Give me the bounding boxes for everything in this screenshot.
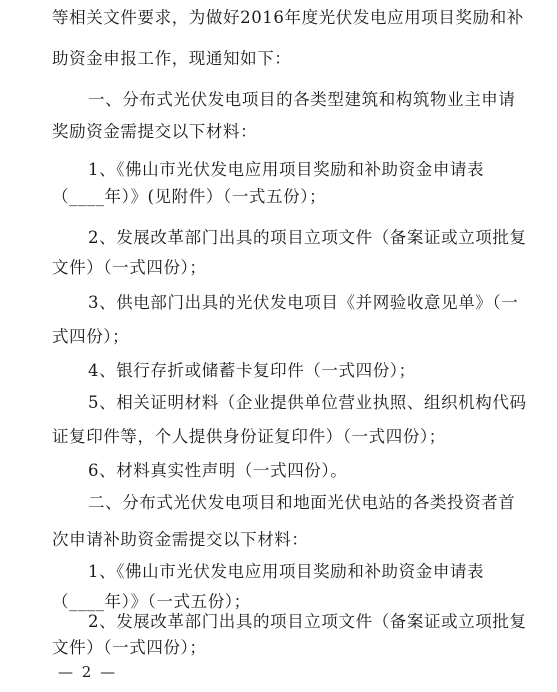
text-line: 等相关文件要求，为做好2016年度光伏发电应用项目奖励和补 — [52, 8, 524, 27]
text-line: 证复印件等，个人提供身份证复印件）（一式四份）； — [52, 427, 446, 446]
section-heading-2: 二、分布式光伏发电项目和地面光伏电站的各类投资者首 — [88, 493, 516, 512]
list-item: 1、《佛山市光伏发电应用项目奖励和补助资金申请表 — [88, 562, 485, 581]
text-line: （____年）》（一式五份）； — [52, 592, 251, 611]
text-line: 次申请补助资金需提交以下材料： — [52, 530, 309, 549]
list-item: 3、供电部门出具的光伏发电项目《并网验收意见单》（一 — [88, 293, 519, 312]
page-number: — 2 — — [58, 663, 118, 681]
text-line: （____年）》(见附件）（一式五份）； — [52, 187, 327, 206]
list-item: 1、《佛山市光伏发电应用项目奖励和补助资金申请表 — [88, 160, 485, 179]
section-heading-1: 一、分布式光伏发电项目的各类型建筑和构筑物业主申请 — [88, 90, 516, 109]
list-item: 2、发展改革部门出具的项目立项文件（备案证或立项批复 — [88, 228, 527, 247]
list-item: 6、材料真实性声明（一式四份）。 — [88, 461, 348, 480]
list-item: 4、银行存折或储蓄卡复印件（一式四份）； — [88, 361, 416, 380]
text-line: 式四份）； — [52, 327, 130, 346]
text-line: 文件）（一式四份）； — [52, 638, 207, 657]
text-line: 文件）（一式四份）； — [52, 258, 207, 277]
text-line: 助资金申报工作，现通知如下： — [52, 49, 292, 68]
text-line: 奖励资金需提交以下材料： — [52, 122, 258, 141]
list-item: 5、相关证明材料（企业提供单位营业执照、组织机构代码 — [88, 393, 527, 412]
list-item: 2、发展改革部门出具的项目立项文件（备案证或立项批复 — [88, 612, 527, 631]
